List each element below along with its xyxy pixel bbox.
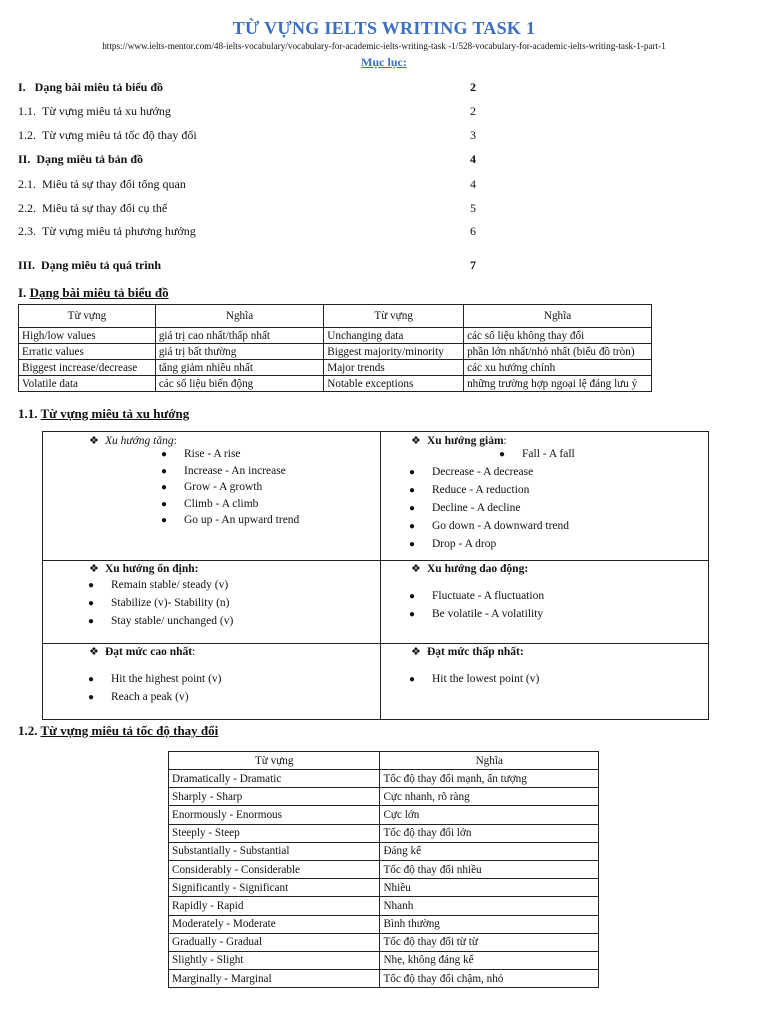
bullet-icon: ● [409,485,416,496]
column-header: Nghĩa [155,305,323,328]
list-item: ● Decrease - A decrease [409,466,534,478]
grid-divider [43,643,708,644]
column-header: Nghĩa [464,305,652,328]
table-cell: Erratic values [19,344,156,360]
table-cell: phần lớn nhất/nhỏ nhất (biểu đồ tròn) [464,344,652,360]
bullet-icon: ● [409,503,416,514]
list-item: ● Remain stable/ steady (v) [88,579,229,591]
section-heading [18,285,169,301]
toc-text: Từ vựng miêu tả phương hướng [42,224,196,238]
toc-item[interactable] [18,128,488,146]
table-cell: Tốc độ thay đổi từ từ [380,933,599,951]
table-row [19,344,652,360]
trend-vocab-grid [42,431,709,720]
bullet-icon: ● [88,580,95,591]
table-cell: Substantially - Substantial [169,842,380,860]
table-header-row [19,305,652,328]
diamond-bullet-icon: ❖ [89,646,99,658]
table-cell: High/low values [19,328,156,344]
bullet-icon: ● [409,591,416,602]
column-header: Từ vựng [324,305,464,328]
toc-page: 4 [470,177,476,191]
bullet-icon: ● [88,692,95,703]
trend-stable-title: ❖ Xu hướng ổn định: [89,563,199,575]
table-header-row [169,752,599,770]
table-cell: Enormously - Enormous [169,806,380,824]
trend-decrease-title: ❖ Xu hướng giảm: [411,435,507,447]
table-cell: Notable exceptions [324,376,464,392]
table-row [19,360,652,376]
toc-number: 2.1. [18,177,36,191]
table-cell: Unchanging data [324,328,464,344]
bullet-icon: ● [499,449,506,460]
table-cell: những trường hợp ngoại lệ đáng lưu ý [464,376,652,392]
list-item: ● Reduce - A reduction [409,484,530,496]
table-row [169,897,599,915]
table-cell: Moderately - Moderate [169,915,380,933]
table-cell: các số liệu biến động [155,376,323,392]
grid-divider [43,560,708,561]
list-item: ● Rise - A rise [161,448,241,460]
trend-increase-title: ❖ Xu hướng tăng: [89,435,177,447]
list-item: ● Fall - A fall [499,448,575,460]
table-cell: Nhanh [380,897,599,915]
table-row [169,770,599,788]
document-title: TỪ VỰNG IELTS WRITING TASK 1 [232,18,536,38]
table-cell: Tốc độ thay đổi lớn [380,824,599,842]
toc-item[interactable] [18,224,488,242]
bullet-icon: ● [161,466,168,477]
section-title: Từ vựng miêu tả xu hướng [40,406,190,421]
toc-number: I. [18,80,26,94]
list-item: ● Climb - A climb [161,498,259,510]
table-cell: Cực lớn [380,806,599,824]
trend-fluctuate-title: ❖ Xu hướng dao động: [411,563,529,575]
toc-number: 1.1. [18,104,36,118]
table-cell: Considerably - Considerable [169,860,380,878]
toc-page: 4 [470,152,476,166]
table-cell: giá trị cao nhất/thấp nhất [155,328,323,344]
list-item: ● Go down - A downward trend [409,520,570,532]
table-cell: Đáng kể [380,842,599,860]
list-item: ● Drop - A drop [409,538,497,550]
list-item: ● Stabilize (v)- Stability (n) [88,597,230,609]
table-cell: Tốc độ thay đổi chậm, nhỏ [380,970,599,988]
list-item: ● Reach a peak (v) [88,691,189,703]
table-row [169,788,599,806]
table-cell: tăng giảm nhiều nhất [155,360,323,376]
table-row [169,842,599,860]
section-number: I. [18,285,27,300]
section-heading [18,723,218,739]
table-row [19,328,652,344]
table-cell: Tốc độ thay đổi mạnh, ấn tượng [380,770,599,788]
table-cell: Sharply - Sharp [169,788,380,806]
table-cell: Slightly - Slight [169,951,380,969]
table-row [169,879,599,897]
table-cell: Marginally - Marginal [169,970,380,988]
toc-item[interactable] [18,104,488,122]
table-cell: Volatile data [19,376,156,392]
list-item: ● Stay stable/ unchanged (v) [88,615,234,627]
section-number: 1.2. [18,723,38,738]
table-cell: Nhiều [380,879,599,897]
bullet-icon: ● [409,521,416,532]
diamond-bullet-icon: ❖ [411,435,421,447]
table-cell: Cực nhanh, rõ ràng [380,788,599,806]
table-cell: Bình thường [380,915,599,933]
list-item: ● Go up - An upward trend [161,514,300,526]
diamond-bullet-icon: ❖ [411,563,421,575]
bullet-icon: ● [88,674,95,685]
table-cell: các số liệu không thay đổi [464,328,652,344]
toc-number: II. [18,152,31,166]
table-row [169,806,599,824]
bullet-icon: ● [409,609,416,620]
table-row [19,376,652,392]
toc-item[interactable] [18,258,488,276]
list-item: ● Hit the lowest point (v) [409,673,540,685]
bullet-icon: ● [88,598,95,609]
toc-page: 3 [470,128,476,142]
section-title: Dạng bài miêu tả biểu đồ [29,285,169,300]
toc-text: Dạng miêu tả bản đồ [36,152,144,166]
table-cell: Dramatically - Dramatic [169,770,380,788]
toc-item[interactable] [18,152,488,170]
toc-number: III. [18,258,36,272]
list-item: ● Be volatile - A volatility [409,608,544,620]
table-cell: Tốc độ thay đổi nhiều [380,860,599,878]
list-item: ● Decline - A decline [409,502,521,514]
table-cell: Major trends [324,360,464,376]
chart-vocab-table [18,304,652,392]
bullet-icon: ● [161,449,168,460]
list-item: ● Fluctuate - A fluctuation [409,590,545,602]
section-title: Từ vựng miêu tả tốc độ thay đổi [40,723,219,738]
diamond-bullet-icon: ❖ [411,646,421,658]
toc-text: Miêu tả sự thay đổi tổng quan [42,177,186,191]
grid-divider [380,432,381,719]
diamond-bullet-icon: ❖ [89,563,99,575]
section-number: 1.1. [18,406,38,421]
table-cell: Rapidly - Rapid [169,897,380,915]
toc-item[interactable] [18,177,488,195]
list-item: ● Hit the highest point (v) [88,673,222,685]
table-cell: các xu hướng chính [464,360,652,376]
toc-page: 6 [470,224,476,238]
toc-text: Từ vựng miêu tả xu hướng [42,104,171,118]
list-item: ● Increase - An increase [161,465,286,477]
toc-heading[interactable]: Mục lục: [361,55,407,69]
bullet-icon: ● [161,499,168,510]
table-row [169,824,599,842]
table-cell: Biggest majority/minority [324,344,464,360]
toc-text: Dạng bài miêu tả biểu đồ [34,80,164,94]
trend-highest-title: ❖ Đạt mức cao nhất: [89,646,196,658]
toc-page: 2 [470,104,476,118]
column-header: Nghĩa [380,752,599,770]
table-cell: Biggest increase/decrease [19,360,156,376]
table-cell: Significantly - Significant [169,879,380,897]
toc-item[interactable] [18,201,488,219]
list-item: ● Grow - A growth [161,481,263,493]
toc-page: 2 [470,80,476,94]
table-row [169,970,599,988]
column-header: Từ vựng [19,305,156,328]
bullet-icon: ● [409,467,416,478]
source-url[interactable]: https://www.ielts-mentor.com/48-ielts-vocabulary/vocabulary-for-academic-ielts-writing-task -1/528-vocabulary-for-academic-ielts-writing-task-1-part-1 [102,41,666,51]
table-cell: Gradually - Gradual [169,933,380,951]
rate-vocab-table [168,751,599,988]
table-cell: Nhẹ, không đáng kể [380,951,599,969]
toc-text: Miêu tả sự thay đổi cụ thể [42,201,168,215]
toc-item[interactable] [18,80,488,98]
toc-page: 5 [470,201,476,215]
table-row [169,915,599,933]
diamond-bullet-icon: ❖ [89,435,99,447]
table-cell: Steeply - Steep [169,824,380,842]
trend-lowest-title: ❖ Đạt mức thấp nhất: [411,646,524,658]
bullet-icon: ● [88,616,95,627]
table-row [169,951,599,969]
table-row [169,860,599,878]
bullet-icon: ● [409,539,416,550]
toc-text: Từ vựng miêu tả tốc độ thay đổi [42,128,197,142]
column-header: Từ vựng [169,752,380,770]
table-row [169,933,599,951]
toc-text: Dạng miêu tả quá trình [41,258,162,272]
bullet-icon: ● [161,515,168,526]
toc-number: 2.3. [18,224,36,238]
bullet-icon: ● [409,674,416,685]
bullet-icon: ● [161,482,168,493]
toc-number: 1.2. [18,128,36,142]
toc-page: 7 [470,258,476,272]
table-cell: giá trị bất thường [155,344,323,360]
toc-number: 2.2. [18,201,36,215]
section-heading [18,406,189,422]
